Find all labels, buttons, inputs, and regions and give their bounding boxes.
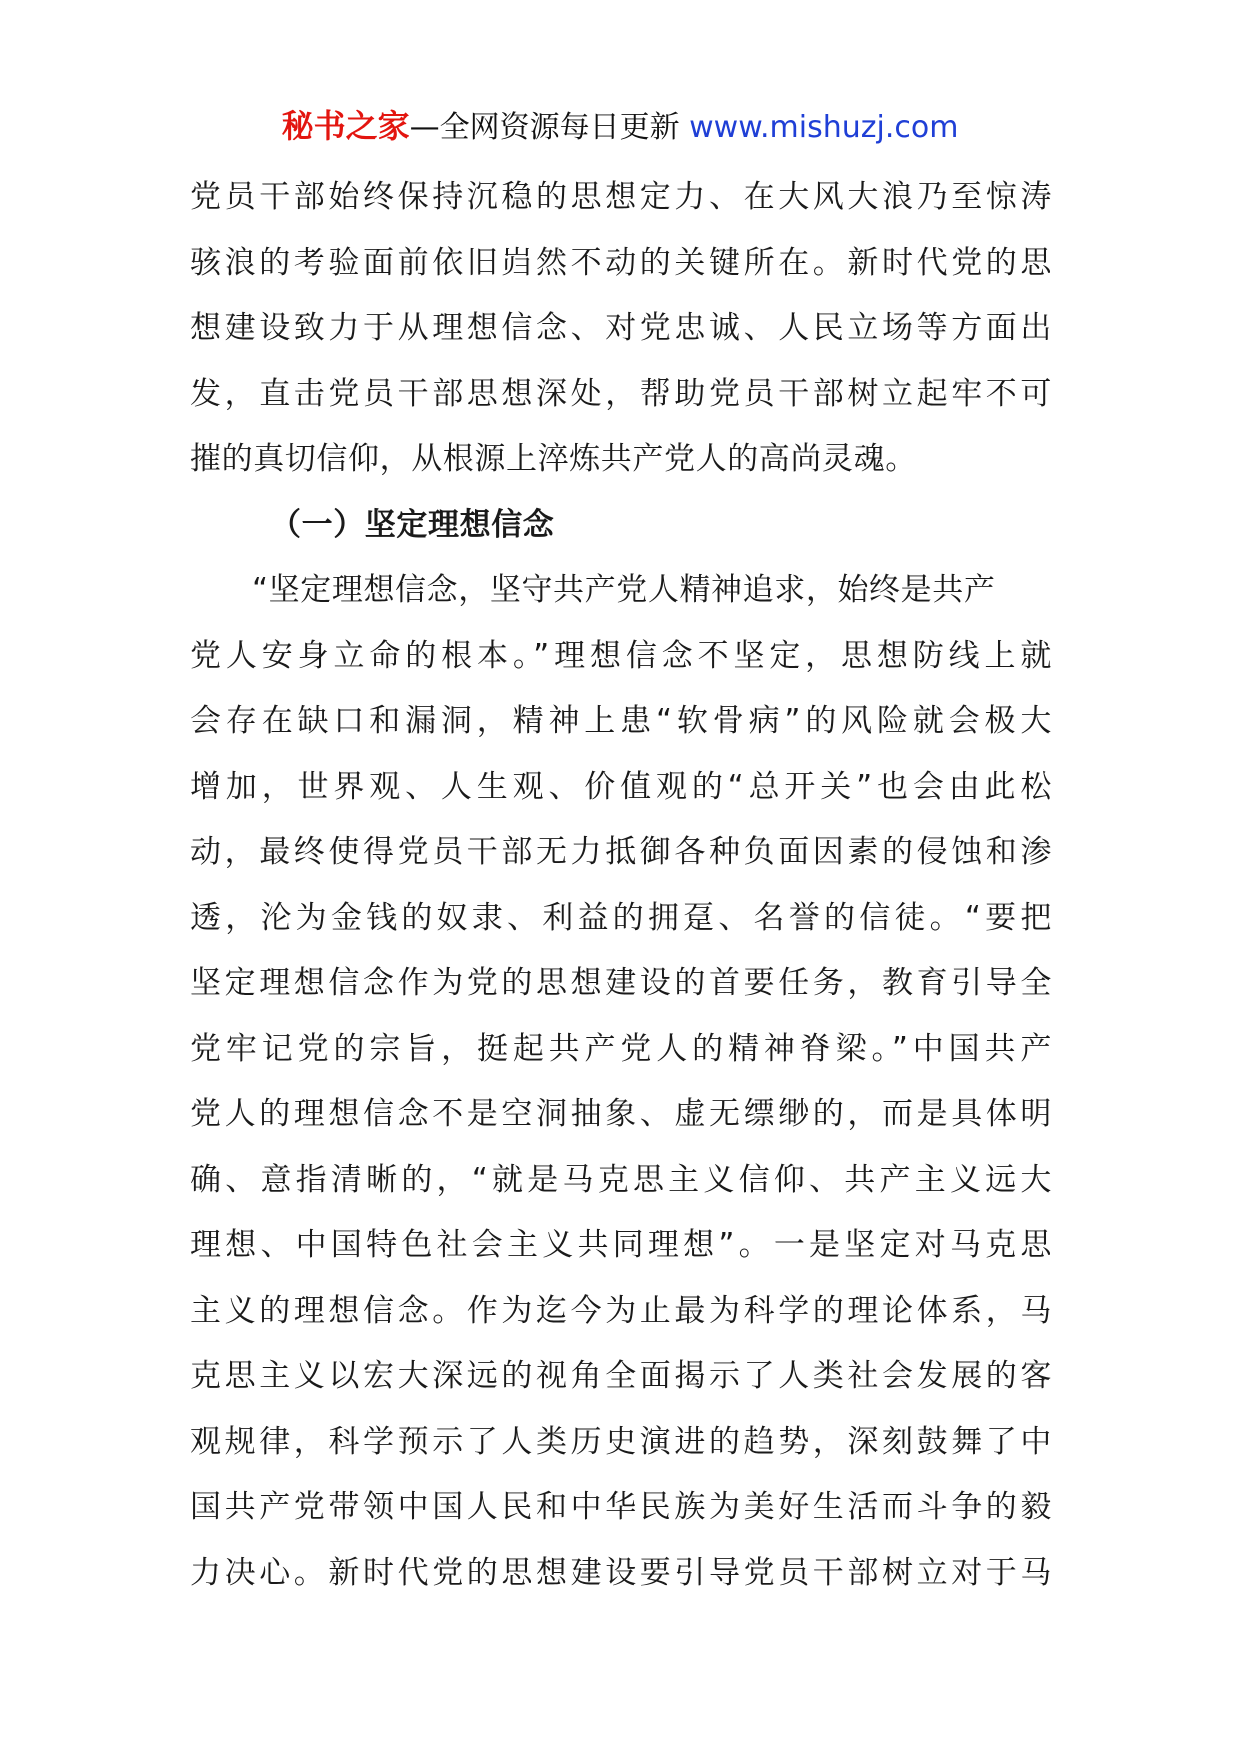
paragraph-line: 骇浪的考验面前依旧岿然不动的关键所在。新时代党的思: [190, 244, 1052, 281]
header-brand: 秘书之家: [281, 107, 410, 145]
paragraph-line: 党牢记党的宗旨，挺起共产党人的精神脊梁。”中国共产: [190, 1030, 1052, 1067]
paragraph-line: 党人的理想信念不是空洞抽象、虚无缥缈的，而是具体明: [190, 1096, 1052, 1132]
paragraph-line: 党人安身立命的根本。”理想信念不坚定，思想防线上就: [190, 637, 1052, 674]
paragraph-line: 确、意指清晰的，“就是马克思主义信仰、共产主义远大: [190, 1161, 1052, 1198]
paragraph-line: 想建设致力于从理想信念、对党忠诚、人民立场等方面出: [190, 310, 1052, 346]
paragraph-line: 增加，世界观、人生观、价值观的“总开关”也会由此松: [190, 768, 1052, 805]
page-header: [0, 104, 1240, 150]
paragraph-line: 克思主义以宏大深远的视角全面揭示了人类社会发展的客: [190, 1358, 1052, 1394]
document-body: [190, 165, 1052, 1606]
paragraph-line: 会存在缺口和漏洞，精神上患“软骨病”的风险就会极大: [190, 703, 1052, 739]
paragraph-line: “坚定理想信念，坚守共产党人精神追求，始终是共产: [252, 572, 996, 608]
header-tagline: —全网资源每日更新: [409, 110, 680, 145]
paragraph-line: 观规律，科学预示了人类历史演进的趋势，深刻鼓舞了中: [190, 1423, 1052, 1460]
paragraph-line: 主义的理想信念。作为迄今为止最为科学的理论体系，马: [190, 1292, 1052, 1329]
paragraph-line: 党员干部始终保持沉稳的思想定力、在大风大浪乃至惊涛: [190, 179, 1052, 215]
paragraph-line: 摧的真切信仰，从根源上淬炼共产党人的高尚灵魂。: [190, 441, 917, 477]
paragraph-line: 动，最终使得党员干部无力抵御各种负面因素的侵蚀和渗: [190, 834, 1052, 870]
header-url-link[interactable]: www.mishuzj.com: [689, 110, 959, 145]
paragraph-line: 理想、中国特色社会主义共同理想”。一是坚定对马克思: [190, 1227, 1052, 1263]
paragraph-line: 发，直击党员干部思想深处，帮助党员干部树立起牢不可: [190, 375, 1052, 412]
section-heading: （一）坚定理想信念: [270, 506, 555, 543]
paragraph-line: 力决心。新时代党的思想建设要引导党员干部树立对于马: [190, 1554, 1052, 1591]
paragraph-line: 坚定理想信念作为党的思想建设的首要任务，教育引导全: [190, 965, 1052, 1001]
paragraph-line: 国共产党带领中国人民和中华民族为美好生活而斗争的毅: [190, 1489, 1052, 1525]
paragraph-line: 透，沦为金钱的奴隶、利益的拥趸、名誉的信徒。“要把: [190, 899, 1052, 936]
